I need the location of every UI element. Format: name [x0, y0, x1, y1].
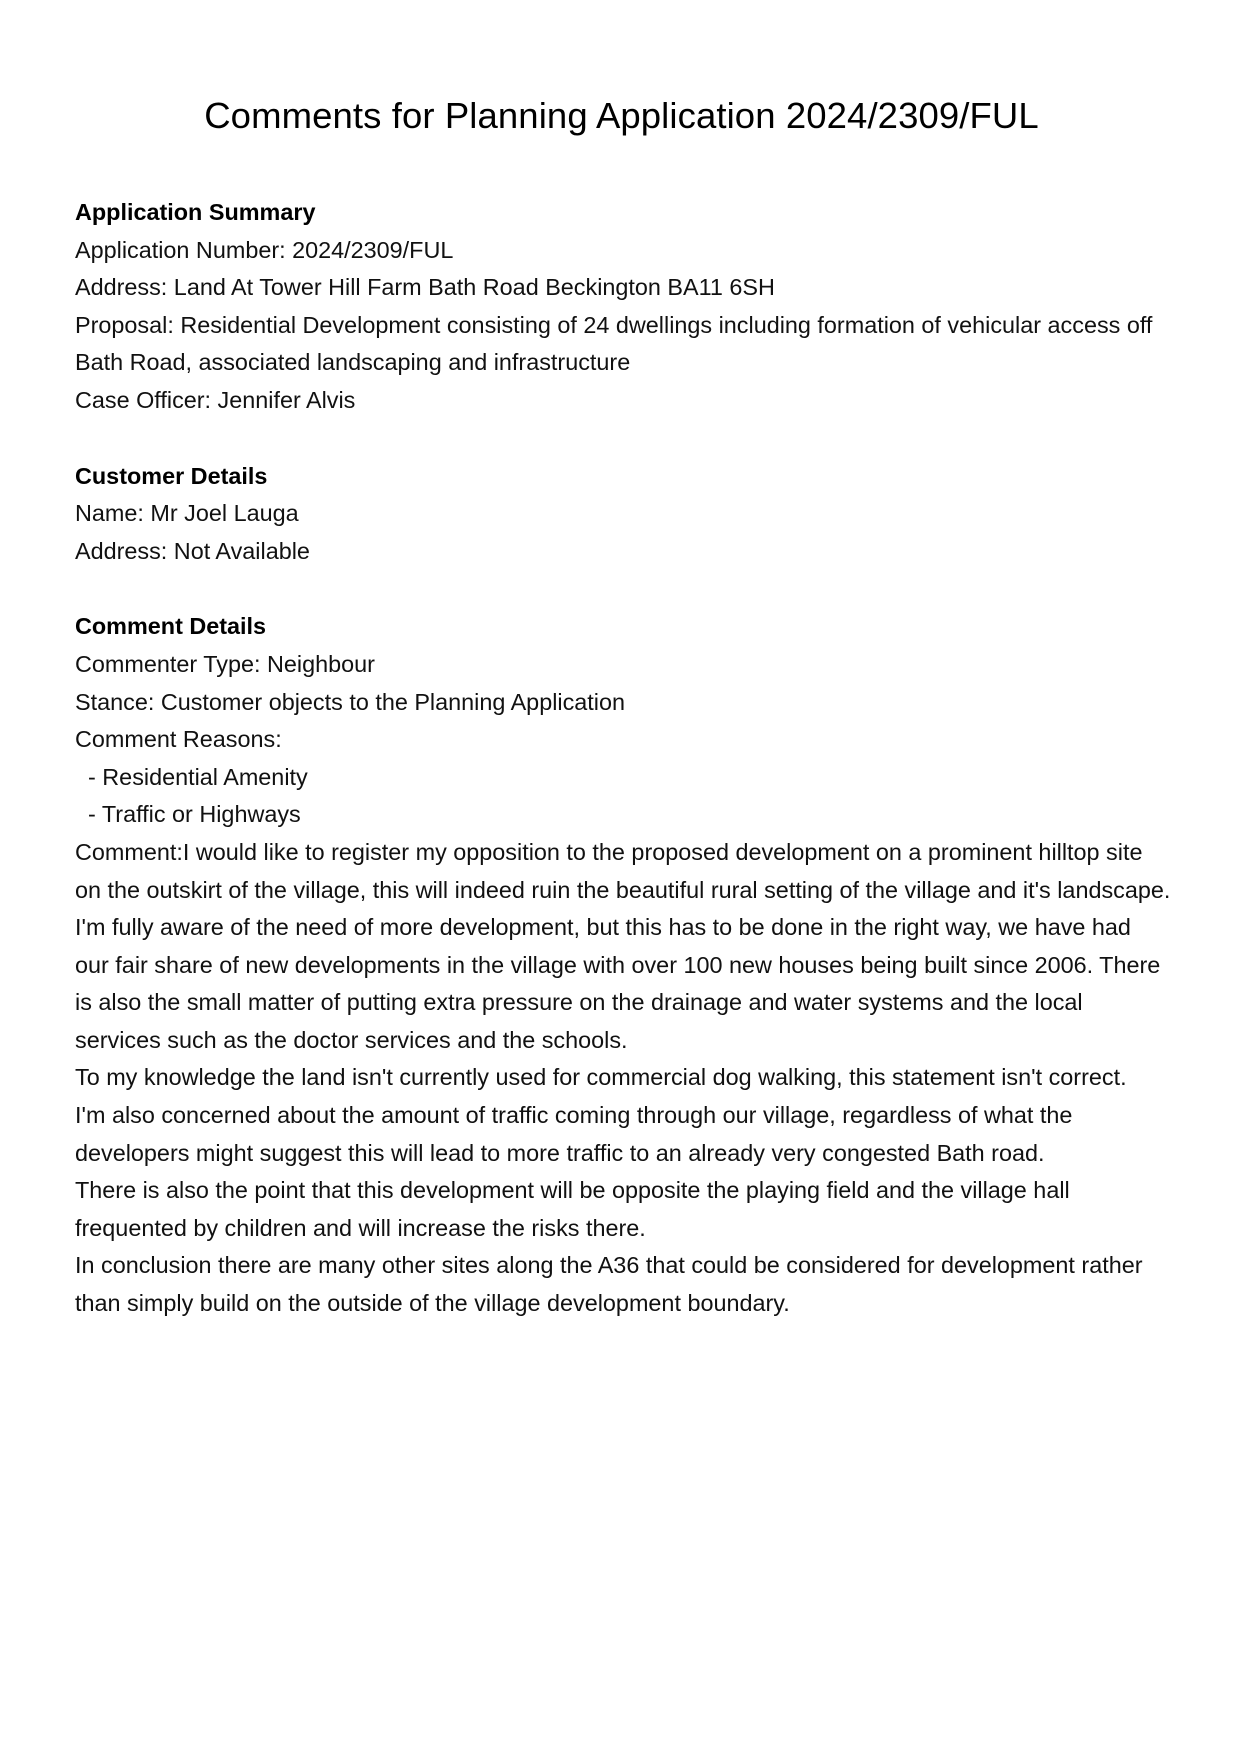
comment-reasons-label: Comment Reasons:	[75, 726, 282, 753]
application-proposal: Proposal: Residential Development consisting of 24 dwellings including formation of vehicular access off Bath Road, associated landscaping and infrastructure	[75, 311, 1153, 376]
customer-name: Name: Mr Joel Lauga	[75, 500, 299, 527]
comment-details-section	[75, 608, 1171, 1322]
application-address: Address: Land At Tower Hill Farm Bath Road Beckington BA11 6SH	[75, 274, 775, 301]
comment-reason-item: - Traffic or Highways	[88, 801, 301, 828]
customer-details-heading: Customer Details	[75, 462, 268, 489]
customer-details-section	[75, 458, 1168, 571]
application-summary-section	[75, 194, 1168, 420]
comment-paragraph: To my knowledge the land isn't currently used for commercial dog walking, this statement isn't correct.	[75, 1064, 1127, 1091]
comment-details-heading: Comment Details	[75, 613, 267, 640]
application-number: Application Number: 2024/2309/FUL	[75, 236, 454, 263]
commenter-type: Commenter Type: Neighbour	[75, 650, 375, 677]
comment-paragraph: I'm fully aware of the need of more development, but this has to be done in the right way, we have had our fair share of new developments in the village with over 100 new houses being built since 2006. There is also the small matter of putting extra pressure on the drainage and water systems and the local services such as the doctor services and the schools.	[75, 914, 1161, 1053]
application-summary-heading: Application Summary	[75, 199, 316, 225]
comment-paragraph: Comment:I would like to register my opposition to the proposed development on a prominent hilltop site on the outskirt of the village, this will indeed ruin the beautiful rural setting of the village and it's landscape.	[75, 838, 1171, 903]
comment-paragraph: I'm also concerned about the amount of traffic coming through our village, regardless of what the developers might suggest this will lead to more traffic to an already very congested Bath road.	[75, 1102, 1073, 1166]
comment-paragraph: In conclusion there are many other sites along the A36 that could be considered for development rather than simply build on the outside of the village development boundary.	[75, 1252, 1143, 1317]
comment-paragraph: There is also the point that this development will be opposite the playing field and the village hall frequented by children and will increase the risks there.	[75, 1177, 1070, 1241]
page-title: Comments for Planning Application 2024/2309/FUL	[204, 95, 1039, 136]
case-officer: Case Officer: Jennifer Alvis	[75, 386, 356, 413]
comment-reason-item: - Residential Amenity	[88, 763, 308, 790]
stance: Stance: Customer objects to the Planning Application	[75, 688, 626, 715]
customer-address: Address: Not Available	[75, 537, 310, 564]
